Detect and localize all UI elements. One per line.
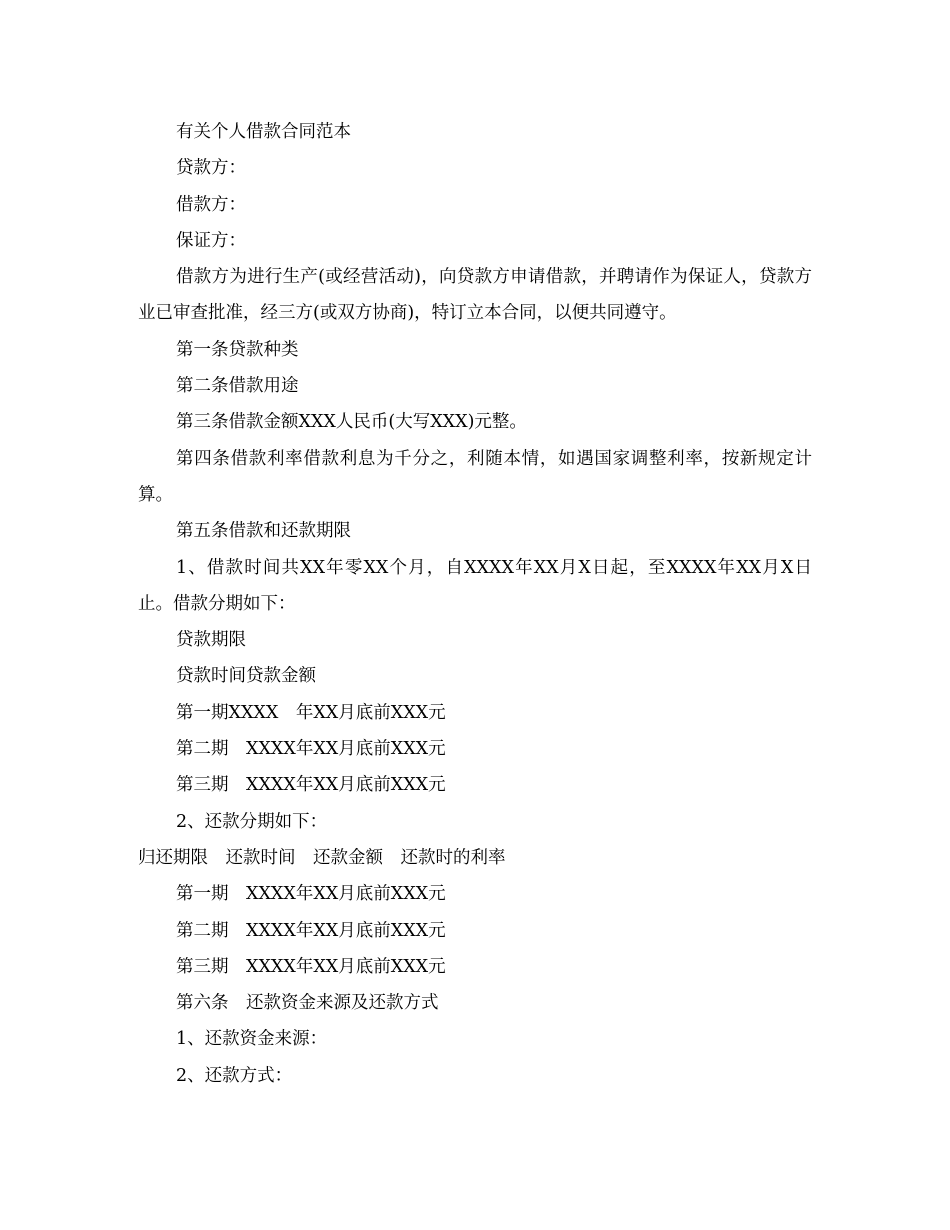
article-5-item-2: 2、还款分期如下： [176, 811, 328, 832]
article-1: 第一条贷款种类 [176, 339, 299, 360]
article-6-item-2: 2、还款方式： [176, 1065, 293, 1086]
loan-row: 第三期 XXXX年XX月底前XXX元 [176, 775, 446, 796]
repay-row: 第三期 XXXX年XX月底前XXX元 [176, 956, 446, 977]
loan-time-amount-label: 贷款时间贷款金额 [176, 666, 316, 687]
article-3: 第三条借款金额XXX人民币(大写XXX)元整。 [176, 412, 527, 433]
repay-row: 第一期 XXXX年XX月底前XXX元 [176, 884, 446, 905]
loan-period-label: 贷款期限 [176, 630, 246, 651]
lender-line: 贷款方： [176, 158, 246, 179]
repay-row: 第二期 XXXX年XX月底前XXX元 [176, 920, 446, 941]
intro-paragraph: 借款方为进行生产(或经营活动)，向贷款方申请借款，并聘请作为保证人，贷款方业已审查批准，经三方(或双方协商)，特订立本合同，以便共同遵守。 [138, 267, 812, 324]
article-6: 第六条 还款资金来源及还款方式 [176, 993, 439, 1014]
article-5-item-1: 1、借款时间共XX年零XX个月，自XXXX年XX月X日起，至XXXX年XX月X日止。借款分期如下： [138, 557, 812, 614]
guarantor-line: 保证方： [176, 230, 246, 251]
article-2: 第二条借款用途 [176, 376, 299, 397]
loan-row: 第二期 XXXX年XX月底前XXX元 [176, 739, 446, 760]
document-page [138, 114, 812, 1094]
document-title: 有关个人借款合同范本 [176, 122, 351, 142]
borrower-line: 借款方： [176, 194, 246, 215]
repay-header: 归还期限 还款时间 还款金额 还款时的利率 [138, 847, 506, 868]
loan-row: 第一期XXXX 年XX月底前XXX元 [176, 702, 446, 723]
article-5: 第五条借款和还款期限 [176, 521, 351, 542]
article-4: 第四条借款利率借款利息为千分之，利随本情，如遇国家调整利率，按新规定计算。 [138, 448, 812, 505]
article-6-item-1: 1、还款资金来源： [176, 1029, 328, 1050]
